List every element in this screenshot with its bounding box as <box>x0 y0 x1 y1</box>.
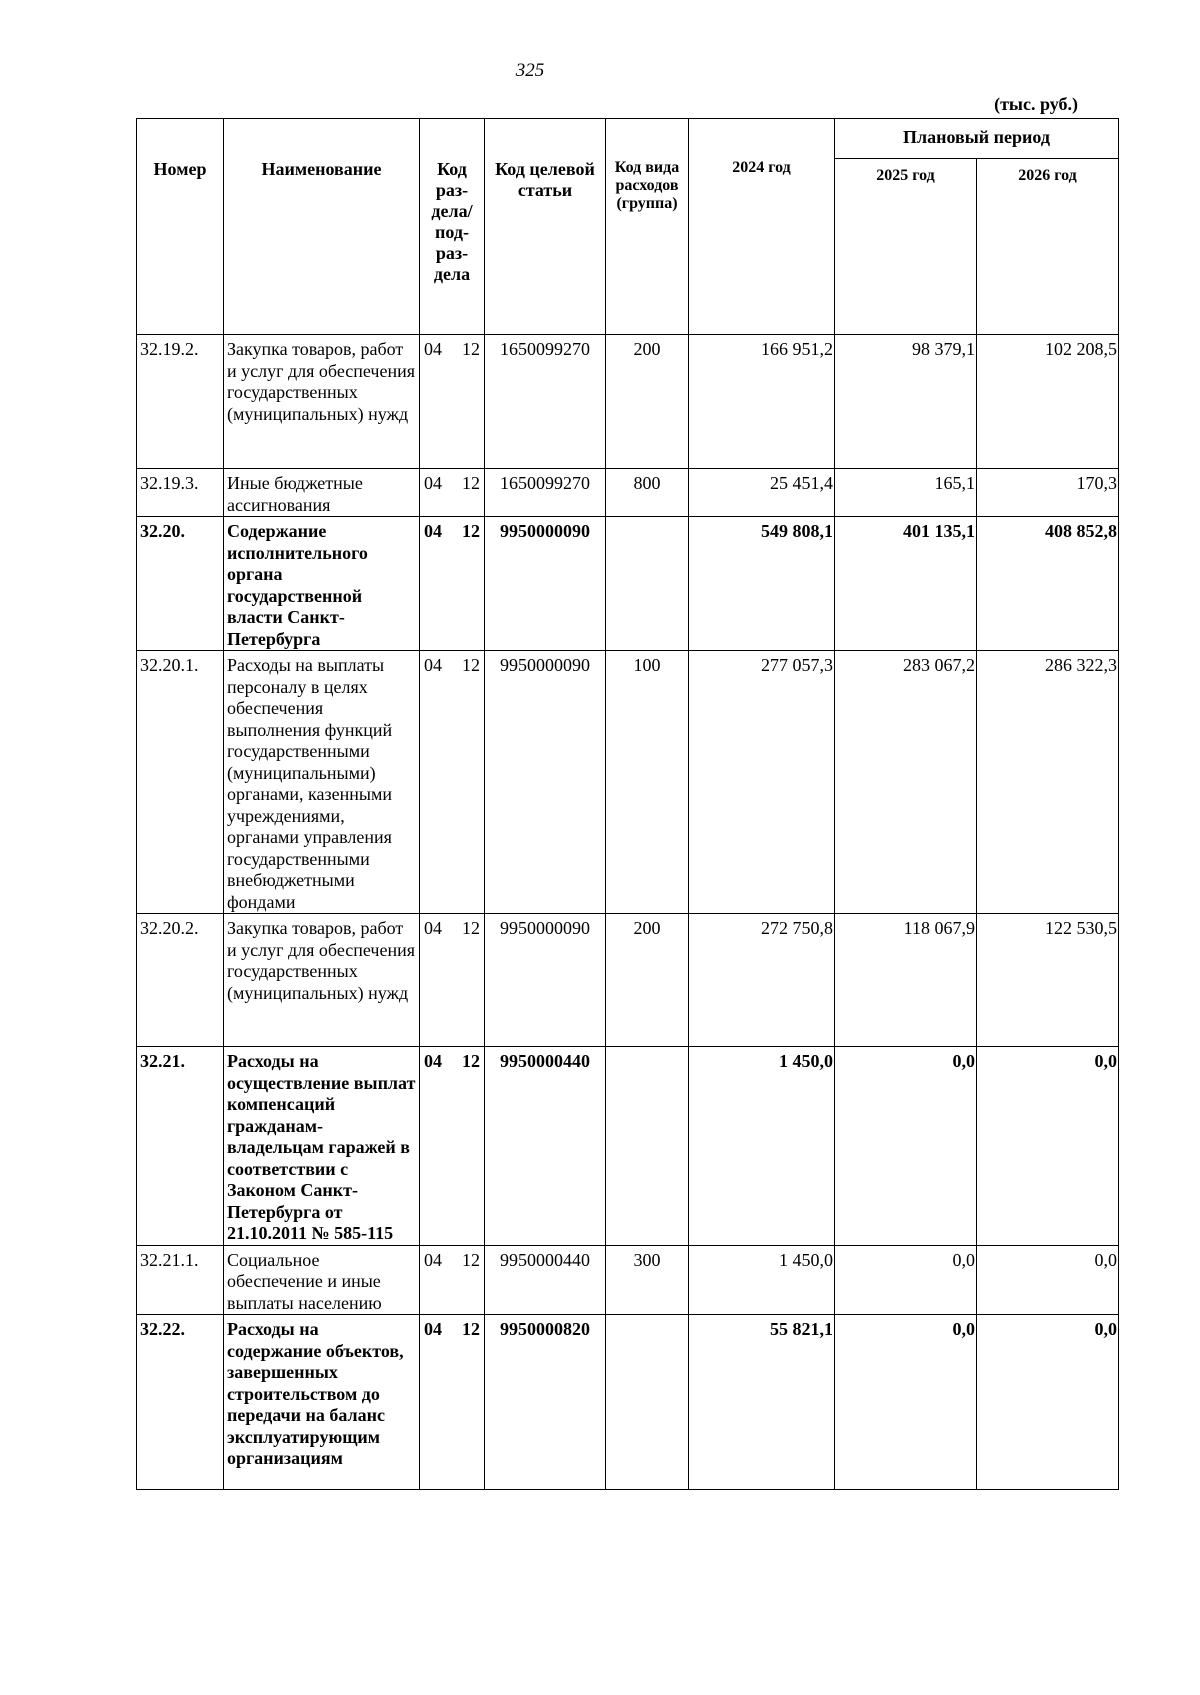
row-2024: 1 450,0 <box>689 1047 835 1246</box>
row-section: 04 12 <box>420 651 485 914</box>
header-2025: 2025 год <box>835 159 977 335</box>
row-2025: 0,0 <box>835 1315 977 1490</box>
table-row <box>137 517 1119 651</box>
row-target-code: 9950000440 <box>485 1047 606 1246</box>
row-2026: 122 530,5 <box>977 914 1119 1047</box>
table-row <box>137 651 1119 914</box>
row-number: 32.21.1. <box>137 1245 224 1315</box>
row-2026: 0,0 <box>977 1047 1119 1246</box>
row-expense-type: 200 <box>606 335 689 469</box>
table-row <box>137 914 1119 1047</box>
row-number: 32.21. <box>137 1047 224 1246</box>
table-row <box>137 335 1119 469</box>
row-name: Расходы на осуществление выплат компенсаций гражданам-владельцам гаражей в соответствии с Законом Санкт-Петербурга от 21.10.2011 № 585-115 <box>224 1047 420 1246</box>
header-name: Наименование <box>224 119 420 335</box>
budget-table <box>136 118 1119 1490</box>
row-2024: 272 750,8 <box>689 914 835 1047</box>
table-row <box>137 1245 1119 1315</box>
row-2024: 1 450,0 <box>689 1245 835 1315</box>
header-2024: 2024 год <box>689 119 835 335</box>
row-name: Расходы на выплаты персоналу в целях обеспечения выполнения функций государственными (муниципальными) органами, казенными учреждениями, органами управления государственными внебюджетными фондами <box>224 651 420 914</box>
row-2026: 102 208,5 <box>977 335 1119 469</box>
row-name: Расходы на содержание объектов, завершенных строительством до передачи на баланс эксплуатирующим организациям <box>224 1315 420 1490</box>
row-target-code: 9950000440 <box>485 1245 606 1315</box>
row-2025: 283 067,2 <box>835 651 977 914</box>
header-expense-type: Код вида расходов (группа) <box>606 119 689 335</box>
row-2026: 170,3 <box>977 469 1119 517</box>
row-2024: 549 808,1 <box>689 517 835 651</box>
row-expense-type: 300 <box>606 1245 689 1315</box>
header-2026: 2026 год <box>977 159 1119 335</box>
row-number: 32.20.1. <box>137 651 224 914</box>
row-2024: 55 821,1 <box>689 1315 835 1490</box>
page-number: 325 <box>515 60 545 81</box>
row-2024: 25 451,4 <box>689 469 835 517</box>
row-number: 32.19.3. <box>137 469 224 517</box>
row-2025: 98 379,1 <box>835 335 977 469</box>
header-num: Номер <box>137 119 224 335</box>
row-2025: 401 135,1 <box>835 517 977 651</box>
row-section: 04 12 <box>420 1315 485 1490</box>
header-target: Код целевой статьи <box>485 119 606 335</box>
row-section: 04 12 <box>420 517 485 651</box>
row-number: 32.19.2. <box>137 335 224 469</box>
row-target-code: 9950000820 <box>485 1315 606 1490</box>
row-number: 32.20. <box>137 517 224 651</box>
row-name: Закупка товаров, работ и услуг для обеспечения государственных (муниципальных) нужд <box>224 914 420 1047</box>
row-target-code: 9950000090 <box>485 651 606 914</box>
row-section: 04 12 <box>420 1047 485 1246</box>
row-name: Иные бюджетные ассигнования <box>224 469 420 517</box>
row-name: Социальное обеспечение и иные выплаты населению <box>224 1245 420 1315</box>
row-section: 04 12 <box>420 1245 485 1315</box>
row-2025: 0,0 <box>835 1245 977 1315</box>
row-section: 04 12 <box>420 335 485 469</box>
row-2026: 286 322,3 <box>977 651 1119 914</box>
row-2025: 165,1 <box>835 469 977 517</box>
row-expense-type: 800 <box>606 469 689 517</box>
row-target-code: 1650099270 <box>485 335 606 469</box>
header-planned-period: Плановый период <box>835 119 1119 159</box>
row-2024: 166 951,2 <box>689 335 835 469</box>
row-expense-type <box>606 1047 689 1246</box>
row-target-code: 9950000090 <box>485 914 606 1047</box>
row-expense-type <box>606 1315 689 1490</box>
row-2025: 118 067,9 <box>835 914 977 1047</box>
table-row <box>137 1315 1119 1490</box>
row-name: Закупка товаров, работ и услуг для обеспечения государственных (муниципальных) нужд <box>224 335 420 469</box>
row-2026: 408 852,8 <box>977 517 1119 651</box>
row-2025: 0,0 <box>835 1047 977 1246</box>
units-label: (тыс. руб.) <box>994 94 1078 114</box>
row-section: 04 12 <box>420 914 485 1047</box>
row-expense-type: 200 <box>606 914 689 1047</box>
row-name: Содержание исполнительного органа государственной власти Санкт-Петербурга <box>224 517 420 651</box>
row-2026: 0,0 <box>977 1245 1119 1315</box>
row-target-code: 1650099270 <box>485 469 606 517</box>
table-row <box>137 469 1119 517</box>
row-number: 32.22. <box>137 1315 224 1490</box>
row-expense-type <box>606 517 689 651</box>
row-section: 04 12 <box>420 469 485 517</box>
row-target-code: 9950000090 <box>485 517 606 651</box>
row-number: 32.20.2. <box>137 914 224 1047</box>
row-2026: 0,0 <box>977 1315 1119 1490</box>
row-2024: 277 057,3 <box>689 651 835 914</box>
header-section: Код раз-дела/ под-раз-дела <box>420 119 485 335</box>
row-expense-type: 100 <box>606 651 689 914</box>
table-row <box>137 1047 1119 1246</box>
